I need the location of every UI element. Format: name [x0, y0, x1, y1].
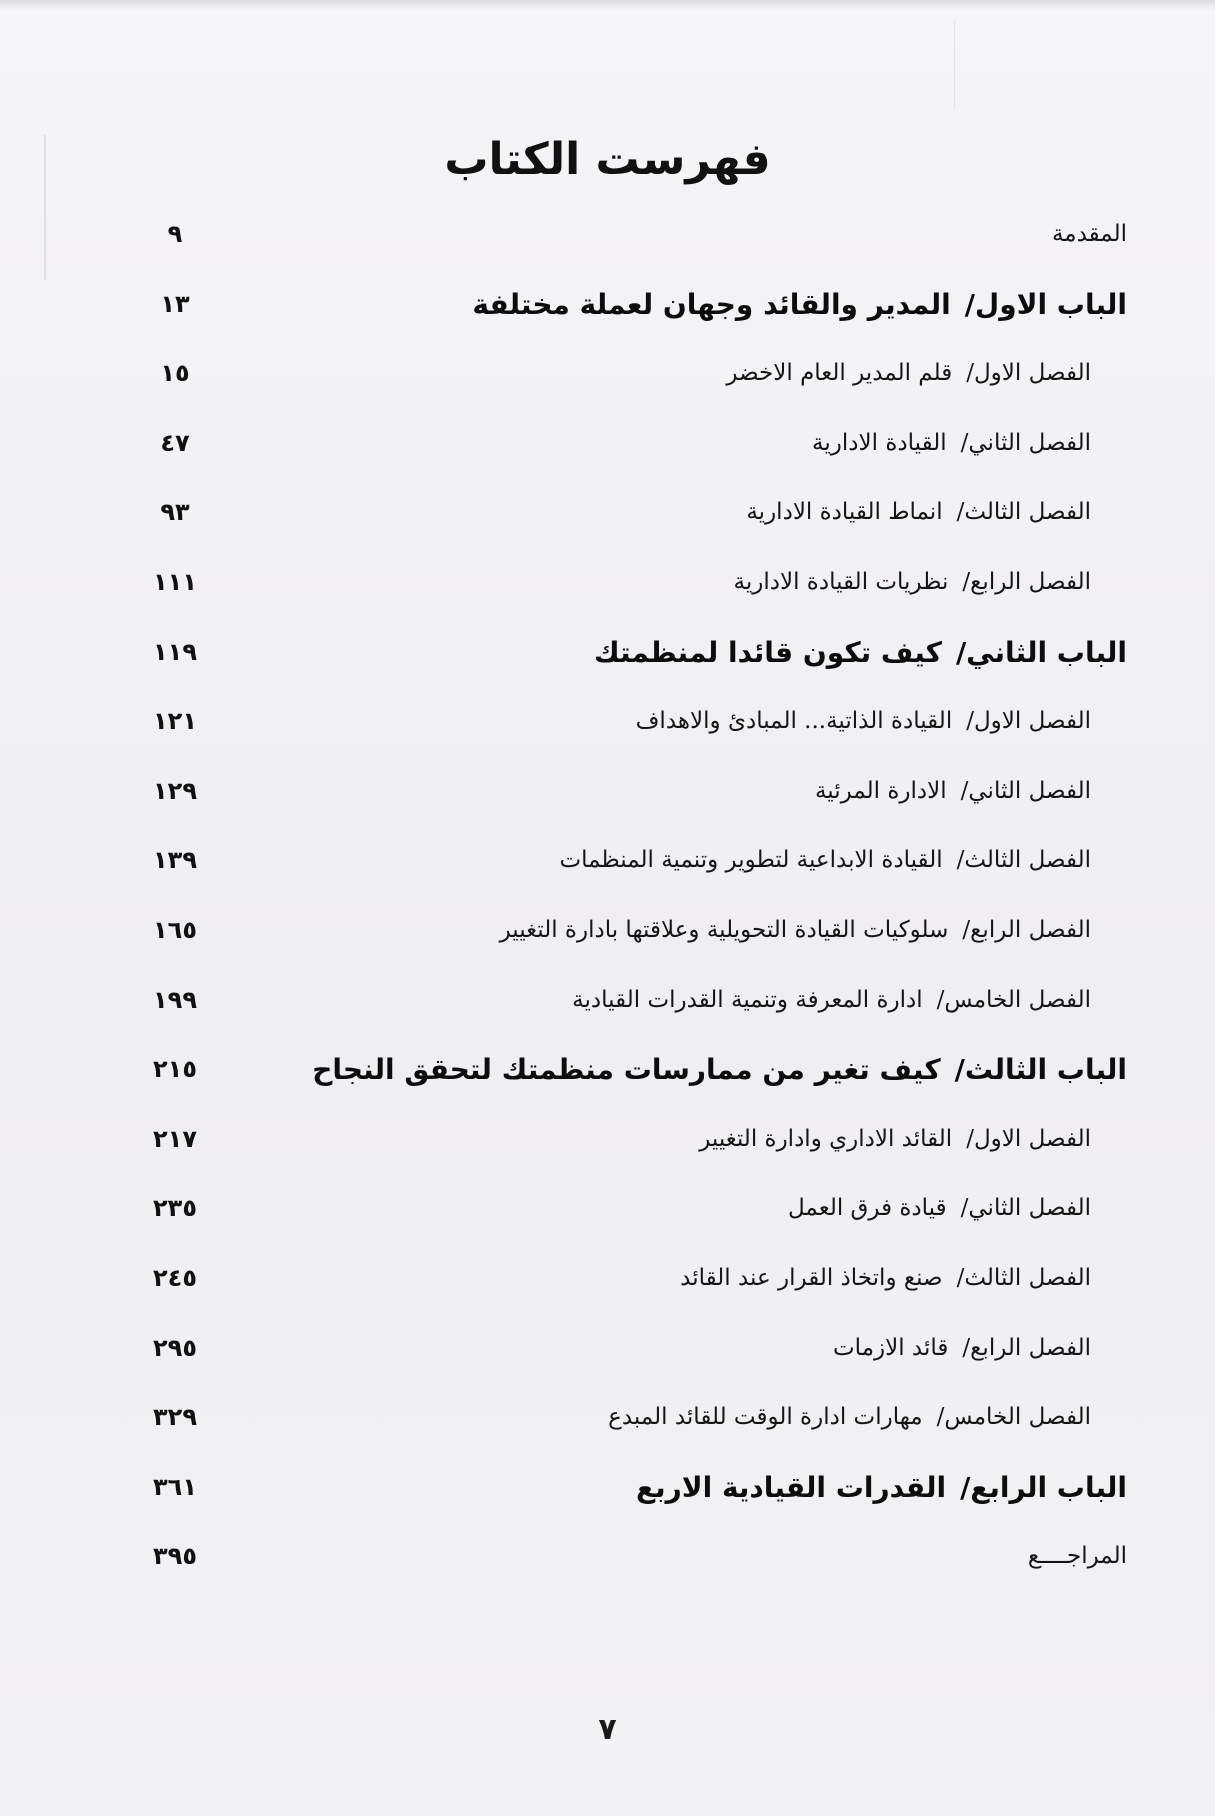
toc-page-number: ٩	[167, 220, 183, 248]
page-number: ٧	[598, 1712, 617, 1747]
toc-page-number: ٣٦١	[153, 1472, 197, 1501]
toc-entry-title: انماط القيادة الادارية	[746, 499, 943, 526]
toc-entry-title: سلوكيات القيادة التحويلية وعلاقتها بادارة التغيير	[499, 916, 949, 943]
paper-crease	[954, 20, 955, 110]
toc-entry-chapter	[0, 1244, 1215, 1314]
toc-entry-label	[680, 1244, 1091, 1314]
toc-entry-chapter	[0, 966, 1215, 1036]
toc-entry-part: الفصل الثالث/	[956, 1264, 1091, 1291]
toc-entry-chapter	[0, 1105, 1215, 1175]
toc-entry-part: الفصل الاول/	[966, 708, 1091, 735]
toc-entry-part: المراجــــع	[1027, 1543, 1127, 1570]
toc-entry-part: الباب الثاني/	[955, 635, 1127, 669]
toc-entry-label	[594, 618, 1127, 688]
toc-entry-title: القيادة الابداعية لتطوير وتنمية المنظمات	[559, 847, 943, 874]
toc-entry-part: الفصل الخامس/	[936, 986, 1091, 1013]
toc-page-number: ١٣	[160, 289, 190, 318]
toc-entry-chapter	[0, 896, 1215, 966]
toc-page-number: ٢٣٥	[153, 1194, 197, 1223]
toc-entry-introduction	[0, 200, 1215, 270]
toc-entry-title: كيف تكون قائدا لمنظمتك	[593, 635, 942, 669]
toc-entry-part: الباب الاول/	[964, 287, 1127, 321]
toc-page-number: ٩٣	[160, 498, 190, 527]
toc-entry-part: الفصل الثالث/	[956, 847, 1091, 874]
toc-entry-label	[815, 757, 1091, 827]
toc-page-number: ٢١٧	[153, 1124, 197, 1153]
toc-entry-label	[312, 1035, 1127, 1105]
toc-entry-references	[0, 1522, 1215, 1592]
toc-entry-label	[1014, 1522, 1127, 1592]
toc-entry-label	[699, 1105, 1091, 1175]
toc-page-number: ٣٢٩	[153, 1403, 197, 1432]
toc-entry-part-2	[0, 618, 1215, 688]
toc-page-number: ١١١	[153, 567, 197, 596]
toc-entry-part: المقدمة	[1051, 221, 1127, 247]
toc-entry-part-1	[0, 270, 1215, 340]
toc-entry-chapter	[0, 1174, 1215, 1244]
toc-page-number: ٢١٥	[153, 1055, 197, 1084]
toc-entry-part: الفصل الاول/	[966, 360, 1091, 387]
toc-entry-title: نظريات القيادة الادارية	[733, 568, 949, 595]
toc-entry-chapter	[0, 1314, 1215, 1384]
toc-entry-chapter	[0, 687, 1215, 757]
toc-entry-chapter	[0, 757, 1215, 827]
toc-page-number: ١٩٩	[153, 985, 197, 1014]
toc-entry-part: الفصل الرابع/	[962, 916, 1091, 943]
toc-entry-title: ادارة المعرفة وتنمية القدرات القيادية	[572, 986, 923, 1013]
toc-entry-label	[812, 409, 1091, 479]
toc-entry-title: القائد الاداري وادارة التغيير	[699, 1125, 953, 1152]
toc-entry-chapter	[0, 339, 1215, 409]
toc-entry-label	[1038, 200, 1127, 270]
toc-entry-title: القيادة الادارية	[812, 429, 947, 456]
toc-entry-title: المدير والقائد وجهان لعملة مختلفة	[472, 287, 951, 321]
toc-entry-chapter	[0, 1383, 1215, 1453]
toc-entry-label	[788, 1174, 1091, 1244]
toc-entry-title: القدرات القيادية الاربع	[635, 1470, 947, 1504]
toc-entry-label	[726, 339, 1091, 409]
toc-entry-title: كيف تغير من ممارسات منظمتك لتحقق النجاح	[312, 1053, 941, 1087]
toc-entry-label	[472, 270, 1127, 340]
toc-entry-title: صنع واتخاذ القرار عند القائد	[680, 1264, 943, 1291]
page-edge	[0, 0, 1215, 10]
toc-entry-part: الباب الرابع/	[960, 1470, 1127, 1504]
table-of-contents	[0, 200, 1215, 1592]
toc-entry-label	[500, 896, 1091, 966]
toc-entry-part: الفصل الاول/	[966, 1125, 1091, 1152]
toc-page-number: ١٥	[160, 359, 190, 388]
toc-entry-label	[636, 1453, 1127, 1523]
toc-entry-label	[833, 1314, 1091, 1384]
toc-page-number: ١٦٥	[153, 915, 197, 944]
toc-entry-part-4	[0, 1453, 1215, 1523]
toc-entry-label	[746, 478, 1091, 548]
toc-entry-label	[559, 826, 1091, 896]
toc-entry-title: مهارات ادارة الوقت للقائد المبدع	[608, 1404, 923, 1431]
toc-entry-part: الباب الثالث/	[954, 1053, 1127, 1087]
toc-page-number: ١٢٩	[153, 776, 197, 805]
toc-page-number: ٣٩٥	[153, 1542, 197, 1571]
page-title: فهرست الكتاب	[444, 134, 771, 185]
toc-page-number: ١١٩	[153, 637, 197, 666]
toc-entry-part: الفصل الرابع/	[962, 568, 1091, 595]
toc-entry-part: الفصل الرابع/	[962, 1334, 1091, 1361]
toc-entry-part: الفصل الثاني/	[960, 777, 1091, 804]
toc-page-number: ٤٧	[160, 428, 190, 457]
toc-page-number: ٢٤٥	[153, 1263, 197, 1292]
toc-entry-part: الفصل الثالث/	[956, 499, 1091, 526]
toc-entry-label	[734, 548, 1091, 618]
toc-entry-part-3	[0, 1035, 1215, 1105]
toc-entry-title: قائد الازمات	[833, 1334, 949, 1361]
toc-entry-label	[572, 966, 1091, 1036]
toc-page-number: ٢٩٥	[153, 1333, 197, 1362]
toc-entry-chapter	[0, 826, 1215, 896]
toc-page-number: ١٣٩	[153, 846, 197, 875]
toc-entry-label	[636, 687, 1091, 757]
toc-entry-title: القيادة الذاتية... المبادئ والاهداف	[635, 708, 953, 735]
toc-entry-part: الفصل الثاني/	[960, 429, 1091, 456]
toc-page-number: ١٢١	[153, 707, 197, 736]
toc-entry-chapter	[0, 478, 1215, 548]
toc-entry-part: الفصل الثاني/	[960, 1195, 1091, 1222]
toc-entry-label	[608, 1383, 1091, 1453]
toc-entry-title: قلم المدير العام الاخضر	[726, 360, 953, 387]
toc-entry-part: الفصل الخامس/	[936, 1404, 1091, 1431]
toc-entry-chapter	[0, 409, 1215, 479]
toc-entry-title: الادارة المرئية	[814, 777, 947, 804]
toc-entry-chapter	[0, 548, 1215, 618]
toc-entry-title: قيادة فرق العمل	[788, 1195, 947, 1222]
